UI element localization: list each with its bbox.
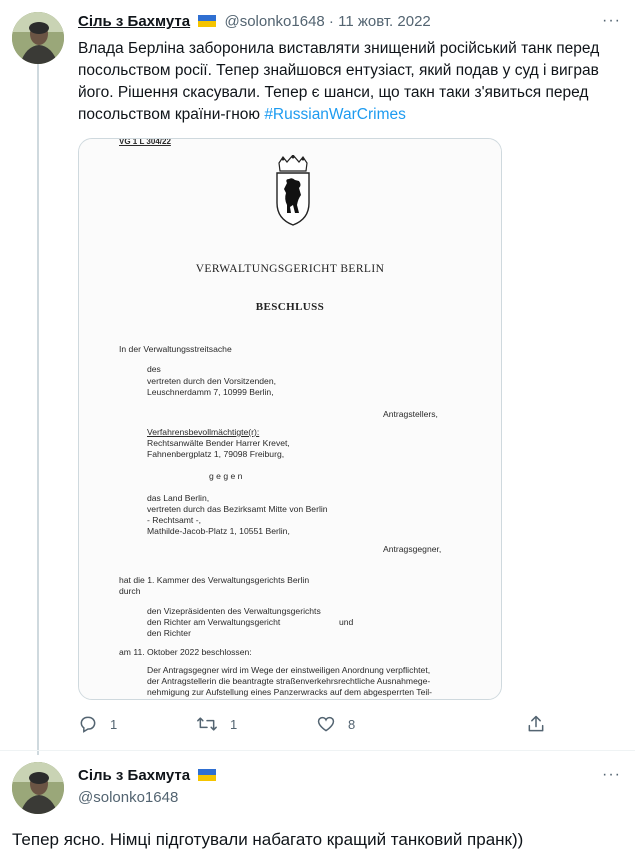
doc-line: hat die 1. Kammer des Verwaltungsgerichts Berlin (119, 575, 310, 585)
doc-line: das Land Berlin, (147, 493, 210, 503)
avatar[interactable] (12, 12, 64, 64)
doc-line: durch (119, 586, 141, 596)
more-options-icon[interactable]: ··· (602, 12, 621, 29)
divider (0, 750, 635, 751)
doc-line: des (147, 364, 161, 374)
doc-line: g e g e n (209, 471, 243, 481)
share-icon (526, 714, 546, 734)
document-title: BESCHLUSS (255, 301, 325, 313)
ukraine-flag-icon (198, 15, 216, 27)
doc-line: der Antragstellerin die beantragte straßenverkehrsrechtliche Ausnahmege- (147, 676, 431, 686)
doc-line: Antragstellers, (383, 409, 438, 419)
doc-line: - Rechtsamt -, (147, 515, 201, 525)
reply-count: 1 (110, 716, 118, 732)
tweet-text-content: Влада Берліна заборонила виставляти знищений російський танк перед посольством росії. Тепер знайшовся ентузіаст, який подав у суд і виграв його. Рішення скасували. Тепер є шанси, що такн таки з'явиться перед посольством країни-гною (78, 40, 600, 123)
doc-line: Mathilde-Jacob-Platz 1, 10551 Berlin, (147, 526, 290, 536)
heart-icon (316, 714, 336, 734)
doc-line: Rechtsanwälte Bender Harrer Krevet, (147, 438, 290, 448)
retweet-count: 1 (230, 716, 238, 732)
berlin-crest-icon (273, 155, 313, 227)
ukraine-flag-icon (198, 769, 216, 781)
like-count: 8 (348, 716, 356, 732)
tweet-header (78, 766, 220, 786)
author-handle[interactable]: @solonko1648 (78, 789, 179, 806)
author-name[interactable]: Сіль з Бахмута (78, 767, 191, 784)
doc-line: Antragsgegner, (383, 544, 442, 554)
retweet-icon (196, 714, 218, 734)
doc-line: den Vizepräsidenten des Verwaltungsgerichts (147, 606, 321, 616)
thread-line (37, 60, 39, 755)
doc-line: den Richter (147, 628, 191, 638)
share-button[interactable] (526, 712, 558, 736)
case-reference: VG 1 L 304/22 (119, 138, 171, 146)
author-name[interactable]: Сіль з Бахмута (78, 13, 191, 30)
avatar-image (12, 762, 64, 814)
tweet-text (78, 38, 618, 126)
doc-line: Leuschnerdamm 7, 10999 Berlin, (147, 387, 274, 397)
tweet-header (78, 12, 431, 32)
court-name: VERWALTUNGSGERICHT BERLIN (195, 263, 385, 275)
doc-line: Fahnenbergplatz 1, 79098 Freiburg, (147, 449, 285, 459)
doc-line: vertreten durch den Vorsitzenden, (147, 376, 276, 386)
doc-line: nehmigung zur Aufstellung eines Panzerwracks auf dem abgesperrten Teil- (147, 687, 433, 697)
more-options-icon[interactable]: ··· (602, 766, 621, 783)
hashtag-link[interactable]: #RussianWarCrimes (264, 106, 406, 123)
court-document (79, 139, 501, 699)
doc-line: Der Antragsgegner wird im Wege der einstweiligen Anordnung verpflichtet, (147, 665, 431, 675)
tweet-text: Тепер ясно. Німці підготували набагато кращий танковий пранк)) (12, 830, 524, 849)
tweet-actions (78, 712, 578, 736)
reply-button[interactable] (78, 712, 117, 736)
avatar-image (12, 12, 64, 64)
like-button[interactable] (316, 712, 355, 736)
attached-image[interactable] (78, 138, 502, 700)
reply-icon (78, 714, 98, 734)
doc-line: Verfahrensbevollmächtigte(r): (147, 427, 260, 437)
doc-line: vertreten durch das Bezirksamt Mitte von Berlin (147, 504, 328, 514)
avatar[interactable] (12, 762, 64, 814)
retweet-button[interactable] (196, 712, 237, 736)
doc-line: den Richter am Verwaltungsgericht (147, 617, 281, 627)
doc-line: und (339, 617, 354, 627)
handle-and-date[interactable]: @solonko1648 · 11 жовт. 2022 (224, 13, 431, 30)
doc-line: am 11. Oktober 2022 beschlossen: (119, 647, 252, 657)
doc-line: In der Verwaltungsstreitsache (119, 344, 232, 354)
